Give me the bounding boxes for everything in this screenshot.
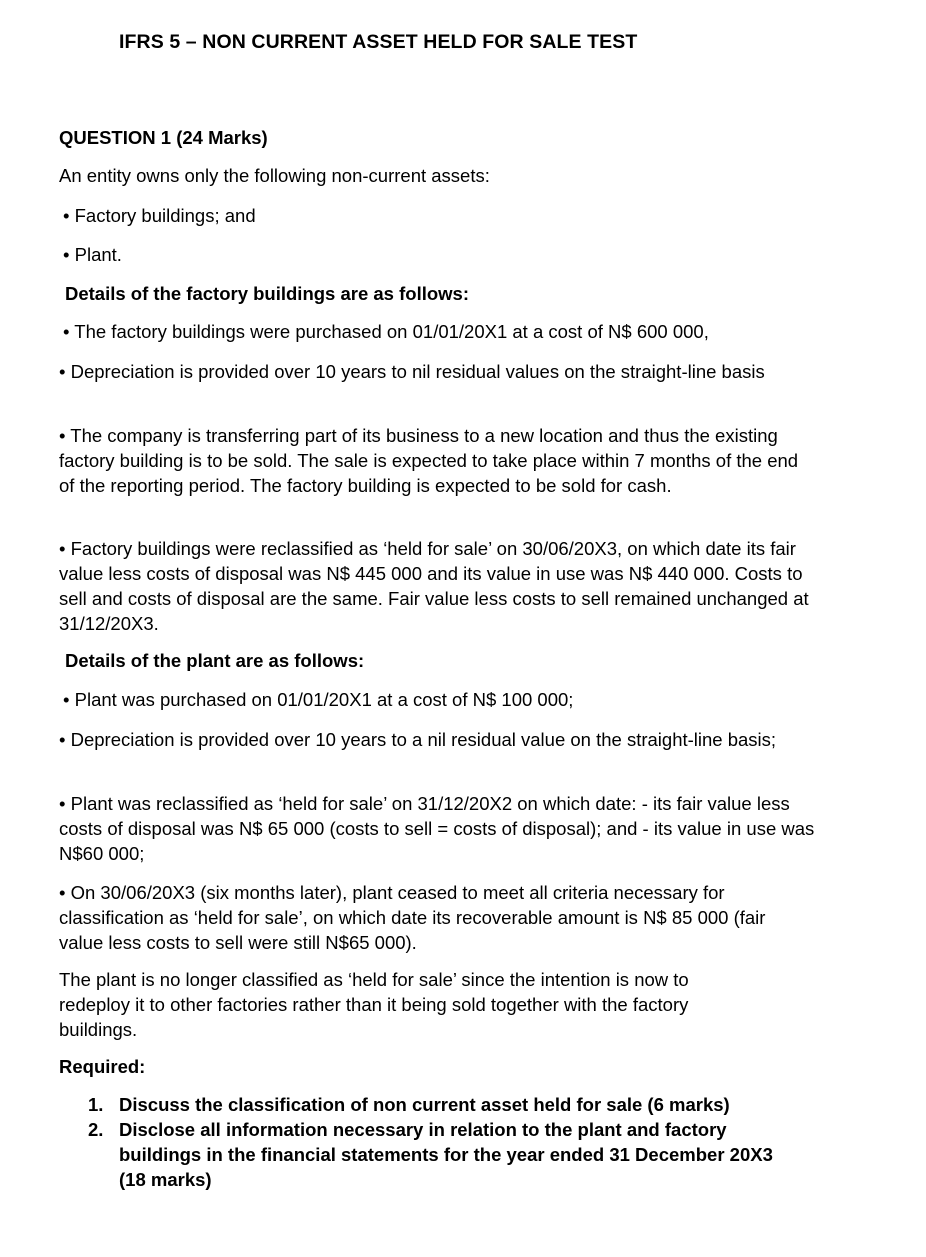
required-item [88, 1117, 788, 1192]
asset-item-plant: • Plant. [63, 244, 122, 265]
required-item-number: 2. [88, 1119, 104, 1140]
factory-heading: Details of the factory buildings are as follows: [65, 283, 469, 304]
required-item-text: Disclose all information necessary in relation to the plant and factory buildings in the financial statements for the year ended 31 December 20X3 (18 marks) [119, 1119, 773, 1190]
factory-detail-purchase: • The factory buildings were purchased on 01/01/20X1 at a cost of N$ 600 000, [63, 321, 709, 342]
plant-detail-reclassified: • Plant was reclassified as ‘held for sale’ on 31/12/20X2 on which date: - its fair value less costs of disposal was N$ 65 000 (costs to sell = costs of disposal); and - its value in use was N$60 000; [59, 793, 815, 864]
plant-detail-depreciation: • Depreciation is provided over 10 years to a nil residual value on the straight-line basis; [59, 729, 777, 750]
factory-detail-reclassified: • Factory buildings were reclassified as ‘held for sale’ on 30/06/20X3, on which date its fair value less costs of disposal was N$ 445 000 and its value in use was N$ 440 000. Costs to sell and costs of disposal are the same. Fair value less costs to sell remained unchanged at 31/12/20X3. [59, 538, 809, 634]
question-heading: QUESTION 1 (24 Marks) [59, 127, 268, 148]
required-item [88, 1092, 788, 1117]
closing-paragraph: The plant is no longer classified as ‘held for sale’ since the intention is now to redeploy it to other factories rather than it being sold together with the factory buildings. [59, 969, 689, 1040]
plant-heading: Details of the plant are as follows: [65, 650, 365, 671]
required-heading: Required: [59, 1056, 146, 1077]
required-list [88, 1092, 788, 1192]
required-item-number: 1. [88, 1094, 104, 1115]
plant-detail-ceased: • On 30/06/20X3 (six months later), plant ceased to meet all criteria necessary for classification as ‘held for sale’, on which date its recoverable amount is N$ 85 000 (fair value less costs to sell were still N$65 000). [59, 882, 766, 953]
required-item-text: Discuss the classification of non current asset held for sale (6 marks) [119, 1094, 730, 1115]
asset-item-factory: • Factory buildings; and [63, 205, 256, 226]
intro-text: An entity owns only the following non-current assets: [59, 165, 490, 186]
factory-detail-transfer: • The company is transferring part of its business to a new location and thus the existing factory building is to be sold. The sale is expected to take place within 7 months of the end of the reporting period. The factory building is expected to be sold for cash. [59, 425, 799, 496]
plant-detail-purchase: • Plant was purchased on 01/01/20X1 at a cost of N$ 100 000; [63, 689, 574, 710]
page-title: IFRS 5 – NON CURRENT ASSET HELD FOR SALE TEST [119, 31, 638, 53]
factory-detail-depreciation: • Depreciation is provided over 10 years to nil residual values on the straight-line basis [59, 361, 765, 382]
